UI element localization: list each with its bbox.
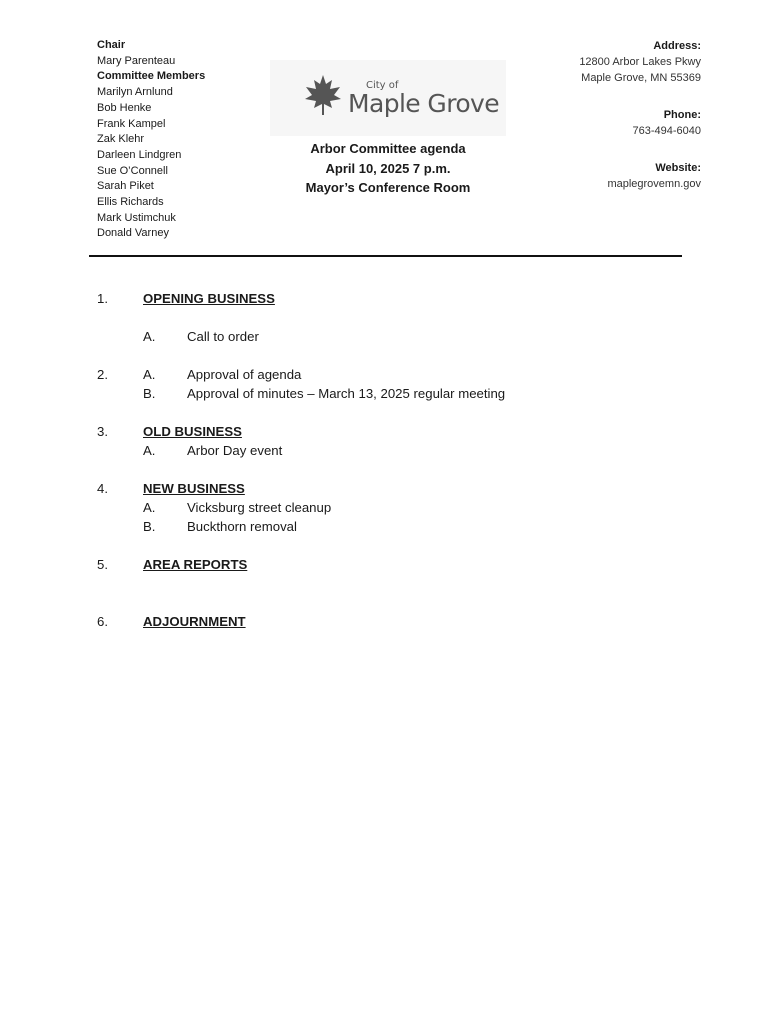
agenda-item	[97, 498, 717, 517]
contact-info	[579, 38, 701, 192]
website-label: Website:	[655, 162, 701, 174]
meeting-title: Arbor Committee agenda	[310, 141, 466, 156]
logo-wordmark: Maple Grove	[348, 89, 500, 118]
member-name: Sue O’Connell	[97, 164, 168, 177]
city-logo	[270, 60, 506, 136]
member-name: Zak Klehr	[97, 133, 145, 146]
section-number: 1.	[97, 291, 108, 306]
agenda-section-heading	[97, 422, 717, 441]
meeting-info	[270, 139, 506, 198]
address-line-2: Maple Grove, MN 55369	[581, 72, 701, 84]
agenda-section-heading	[97, 289, 717, 308]
section-number: 3.	[97, 424, 108, 439]
item-letter: B.	[143, 519, 156, 534]
phone-label: Phone:	[663, 109, 701, 121]
address-label: Address:	[653, 40, 701, 52]
committee-roster	[97, 38, 205, 242]
item-letter: B.	[143, 386, 156, 401]
item-letter: A.	[143, 443, 156, 458]
agenda-section-heading	[97, 479, 717, 498]
item-text: Buckthorn removal	[187, 519, 297, 534]
section-number: 2.	[97, 367, 108, 382]
item-letter: A.	[143, 329, 156, 344]
section-title: AREA REPORTS	[143, 557, 248, 572]
header-divider	[89, 255, 682, 257]
agenda-section-heading	[97, 612, 717, 631]
section-title: ADJOURNMENT	[143, 614, 246, 629]
phone-number: 763-494-6040	[632, 125, 701, 137]
item-letter: A.	[143, 500, 156, 515]
agenda-item	[97, 517, 717, 536]
member-name: Ellis Richards	[97, 196, 164, 209]
section-title: NEW BUSINESS	[143, 481, 245, 496]
agenda-list	[97, 289, 717, 631]
committee-members-label: Committee Members	[97, 70, 206, 83]
chair-name: Mary Parenteau	[97, 54, 176, 67]
item-text: Approval of minutes – March 13, 2025 regular meeting	[187, 386, 506, 401]
maple-leaf-icon	[303, 74, 343, 116]
meeting-date: April 10, 2025 7 p.m.	[325, 160, 451, 176]
section-title: OPENING BUSINESS	[143, 291, 275, 306]
member-name: Sarah Piket	[97, 180, 154, 193]
section-title: OLD BUSINESS	[143, 424, 242, 439]
meeting-location: Mayor’s Conference Room	[305, 180, 471, 195]
section-number: 4.	[97, 481, 108, 496]
item-text: Arbor Day event	[187, 443, 283, 458]
item-text: Call to order	[187, 329, 259, 344]
member-name: Frank Kampel	[97, 117, 166, 130]
agenda-section-heading	[97, 555, 717, 574]
address-line-1: 12800 Arbor Lakes Pkwy	[579, 56, 701, 68]
item-text: Vicksburg street cleanup	[187, 500, 332, 515]
section-number: 6.	[97, 614, 108, 629]
member-name: Darleen Lindgren	[97, 148, 182, 161]
agenda-item	[97, 327, 717, 346]
item-text: Approval of agenda	[187, 367, 302, 382]
chair-label: Chair	[97, 39, 126, 51]
member-name: Donald Varney	[97, 227, 169, 240]
section-number: 5.	[97, 557, 108, 572]
member-name: Mark Ustimchuk	[97, 211, 176, 224]
member-name: Marilyn Arnlund	[97, 86, 173, 99]
website-url: maplegrovemn.gov	[607, 178, 701, 190]
agenda-item	[97, 365, 717, 384]
logo-city-of: City of	[366, 80, 399, 91]
agenda-item	[97, 384, 717, 403]
member-name: Bob Henke	[97, 101, 152, 114]
agenda-item	[97, 441, 717, 460]
item-letter: A.	[143, 367, 156, 382]
